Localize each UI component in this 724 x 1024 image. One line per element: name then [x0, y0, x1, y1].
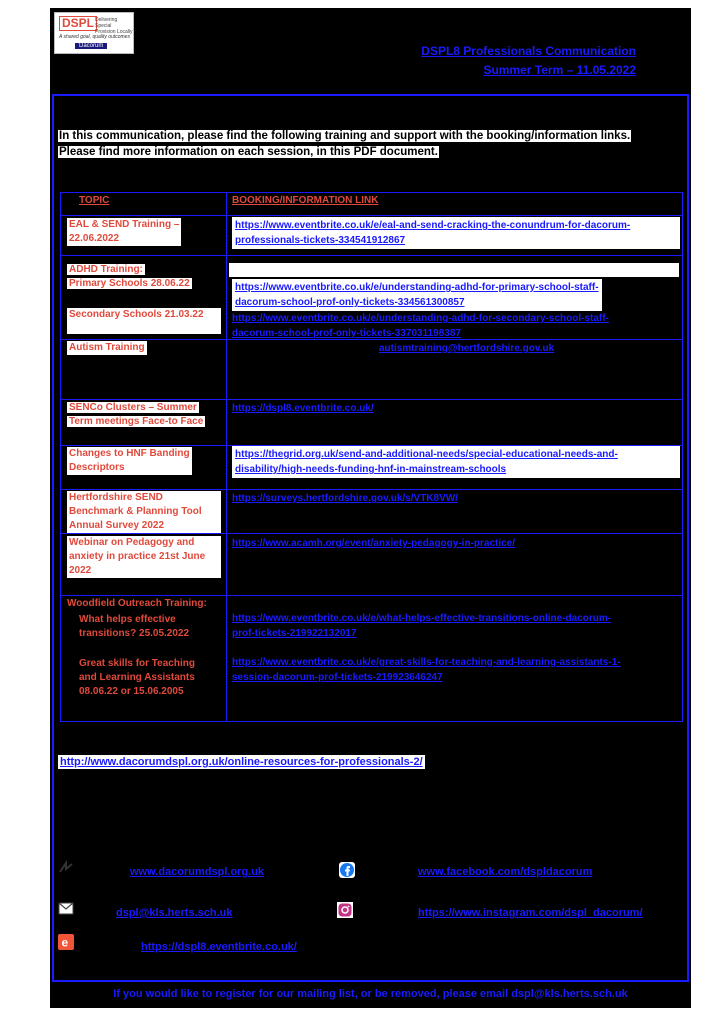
senco-link[interactable]: [232, 401, 374, 416]
logo-mark: DSPL: [59, 16, 97, 31]
topic-line: anxiety in practice 21st June: [69, 551, 206, 562]
training-table: [60, 192, 683, 722]
topic-line: Autism Training: [69, 342, 145, 353]
topic-line: Changes to HNF Banding: [69, 448, 190, 459]
hnf-link[interactable]: [232, 446, 680, 478]
row-divider: [61, 215, 682, 216]
column-divider: [226, 193, 227, 721]
email-icon: [58, 900, 74, 916]
table-row-topic: [67, 308, 221, 334]
facebook-icon: [339, 862, 355, 878]
link-line: https://www.eventbrite.co.uk/e/what-helps-effective-transitions-online-dacorum-: [232, 613, 612, 624]
eventbrite-link[interactable]: https://dspl8.eventbrite.co.uk/: [141, 941, 297, 953]
email-link[interactable]: dspl@kls.herts.sch.uk: [116, 907, 233, 919]
topic-line: Primary Schools 28.06.22: [69, 278, 190, 289]
link-line: dacorum-school-prof-only-tickets-337031198387: [232, 328, 461, 339]
link-line: professionals-tickets-334541912867: [235, 235, 406, 246]
topic-line: 2022: [69, 565, 92, 576]
table-row-topic: [67, 536, 221, 578]
logo-tagline: A shared goal, quality outcomes: [59, 34, 130, 40]
topic-line: Descriptors: [69, 462, 125, 473]
table-row-subtopic: [79, 657, 195, 699]
eal-send-link[interactable]: [232, 217, 680, 249]
topic-line: Woodfield Outreach Training:: [67, 598, 207, 609]
row-divider: [61, 399, 682, 400]
topic-line: Annual Survey 2022: [69, 520, 165, 531]
instagram-icon: [337, 902, 353, 918]
page-title: DSPL8 Professionals Communication: [421, 44, 636, 58]
link-line: https://www.acamh.org/event/anxiety-pedagogy-in-practice/: [232, 538, 516, 549]
facebook-link[interactable]: www.facebook.com/dspldacorum: [418, 866, 593, 878]
link-line: prof-tickets-219922132017: [232, 628, 357, 639]
online-resources-link[interactable]: http://www.dacorumdspl.org.uk/online-resources-for-professionals-2/: [60, 756, 423, 768]
eventbrite-icon: [58, 934, 74, 950]
white-strip: [229, 263, 679, 277]
table-row-topic: [67, 597, 207, 611]
adhd-primary-link[interactable]: [232, 279, 602, 311]
topic-line: 22.06.2022: [69, 233, 120, 244]
topic-line: Secondary Schools 21.03.22: [69, 309, 204, 320]
link-line: autismtraining@hertfordshire.gov.uk: [379, 343, 555, 354]
link-line: https://www.eventbrite.co.uk/e/understanding-adhd-for-secondary-school-staff-: [232, 313, 609, 324]
table-row-topic: [67, 263, 192, 291]
link-line: https://surveys.hertfordshire.gov.uk/s/VTK8VW/: [232, 493, 458, 504]
column-header-link: BOOKING/INFORMATION LINK: [232, 195, 379, 206]
topic-line: EAL & SEND Training –: [69, 219, 180, 230]
row-divider: [61, 489, 682, 490]
row-divider: [61, 595, 682, 596]
topic-line: Term meetings Face-to Face: [69, 416, 204, 427]
woodfield-transitions-link[interactable]: [232, 611, 611, 641]
topic-line: transitions? 25.05.2022: [79, 628, 190, 639]
logo-small-text: Delivering Special Provision Locally: [95, 17, 133, 35]
link-line: https://www.eventbrite.co.uk/e/great-skills-for-teaching-and-learning-assistants-1-: [232, 657, 621, 668]
topic-line: Great skills for Teaching: [79, 658, 195, 669]
topic-line: SENCo Clusters – Summer: [69, 402, 197, 413]
intro-text: [58, 128, 631, 160]
website-link[interactable]: www.dacorumdspl.org.uk: [130, 866, 265, 878]
webinar-link[interactable]: [232, 536, 515, 551]
page-subtitle: Summer Term – 11.05.2022: [483, 63, 636, 77]
website-icon: [58, 860, 74, 876]
survey-link[interactable]: [232, 491, 458, 506]
table-row-topic: [67, 218, 181, 246]
table-row-subtopic: [79, 613, 189, 641]
topic-line: ADHD Training:: [69, 264, 143, 275]
table-row-topic: [67, 401, 205, 429]
link-line: session-dacorum-prof-tickets-219923646247: [232, 672, 443, 683]
link-line: https://www.eventbrite.co.uk/e/understanding-adhd-for-primary-school-staff-: [235, 282, 599, 293]
intro-line-1: In this communication, please find the following training and support with the booking/information links.: [59, 130, 631, 142]
table-row-topic: [67, 447, 192, 475]
mailing-list-footer: If you would like to register for our mailing list, or be removed, please email dspl@kls.herts.sch.uk: [113, 988, 628, 1000]
topic-line: Benchmark & Planning Tool: [69, 506, 202, 517]
woodfield-tla-link[interactable]: [232, 655, 621, 685]
instagram-link[interactable]: https://www.instagram.com/dspl_dacorum/: [418, 907, 643, 919]
adhd-secondary-link[interactable]: [232, 311, 609, 341]
row-divider: [61, 255, 682, 256]
topic-line: and Learning Assistants: [79, 672, 195, 683]
link-line: https://thegrid.org.uk/send-and-additional-needs/special-educational-needs-and-: [235, 449, 618, 460]
autism-email-link[interactable]: [379, 341, 554, 356]
link-line: disability/high-needs-funding-hnf-in-mainstream-schools: [235, 464, 507, 475]
topic-line: Hertfordshire SEND: [69, 492, 163, 503]
dspl-logo: [54, 12, 134, 54]
logo-area: Dacorum: [75, 43, 107, 49]
table-row-topic: [67, 341, 147, 355]
table-row-topic: [67, 491, 221, 533]
row-divider: [61, 533, 682, 534]
link-line: https://dspl8.eventbrite.co.uk/: [232, 403, 374, 414]
topic-line: Webinar on Pedagogy and: [69, 537, 195, 548]
topic-line: 08.06.22 or 15.06.2005: [79, 686, 184, 697]
link-line: dacorum-school-prof-only-tickets-334561300857: [235, 297, 465, 308]
column-header-topic: TOPIC: [79, 195, 110, 206]
intro-line-2: Please find more information on each session, in this PDF document.: [59, 146, 438, 158]
topic-line: What helps effective: [79, 614, 176, 625]
link-line: https://www.eventbrite.co.uk/e/eal-and-send-cracking-the-conundrum-for-dacorum-: [235, 220, 631, 231]
svg-text:e: e: [61, 935, 69, 950]
